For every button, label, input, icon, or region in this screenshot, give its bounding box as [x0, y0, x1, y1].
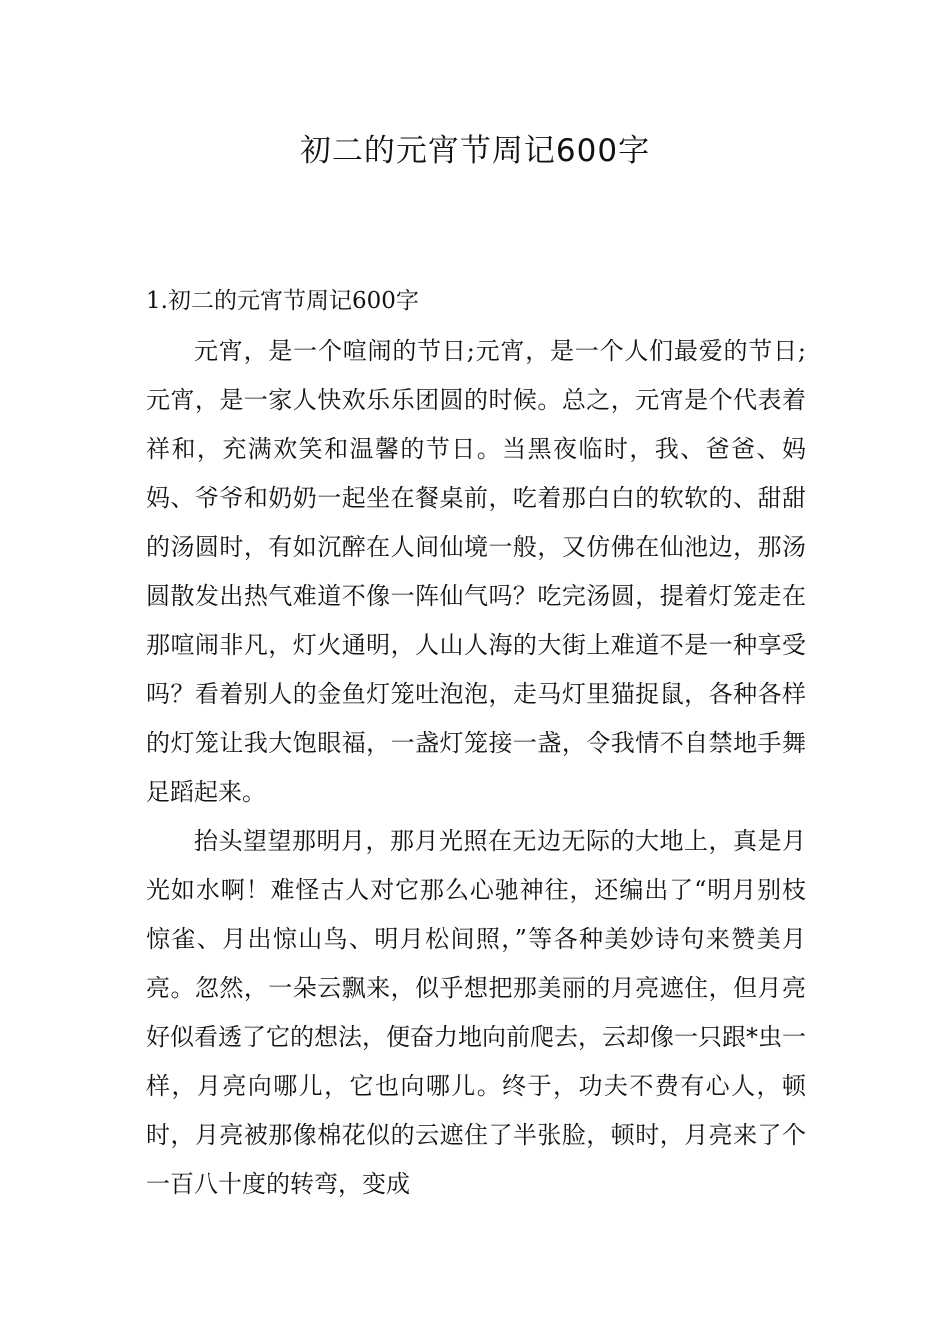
paragraph-1: 元宵，是一个喧闹的节日;元宵，是一个人们最爱的节日;元宵，是一家人快欢乐乐团圆的时候。总之，元宵是个代表着祥和，充满欢笑和温馨的节日。当黑夜临时，我、爸爸、妈妈、爷爷和奶奶一起坐在餐桌前，吃着那白白的软软的、甜甜的汤圆时，有如沉醉在人间仙境一般，又仿佛在仙池边，那汤圆散发出热气难道不像一阵仙气吗？吃完汤圆，提着灯笼走在那喧闹非凡，灯火通明，人山人海的大街上难道不是一种享受吗？看着别人的金鱼灯笼吐泡泡，走马灯里猫捉鼠，各种各样的灯笼让我大饱眼福，一盏灯笼接一盏，令我情不自禁地手舞足蹈起来。 — [146, 337, 806, 806]
paragraph-2: 抬头望望那明月，那月光照在无边无际的大地上，真是月光如水啊！难怪古人对它那么心驰神往，还编出了“明月别枝惊雀、月出惊山鸟、明月松间照，”等各种美妙诗句来赞美月亮。忽然，一朵云飘来，似乎想把那美丽的月亮遮住，但月亮好似看透了它的想法，便奋力地向前爬去，云却像一只跟*虫一样，月亮向哪儿，它也向哪儿。终于，功夫不费有心人，顿时，月亮被那像棉花似的云遮住了半张脸，顿时，月亮来了个一百八十度的转弯，变成 — [146, 827, 806, 1198]
document-body — [146, 327, 806, 1209]
section-heading: 1.初二的元宵节周记600字 — [146, 288, 419, 314]
document-title: 初二的元宵节周记600字 — [299, 133, 651, 169]
